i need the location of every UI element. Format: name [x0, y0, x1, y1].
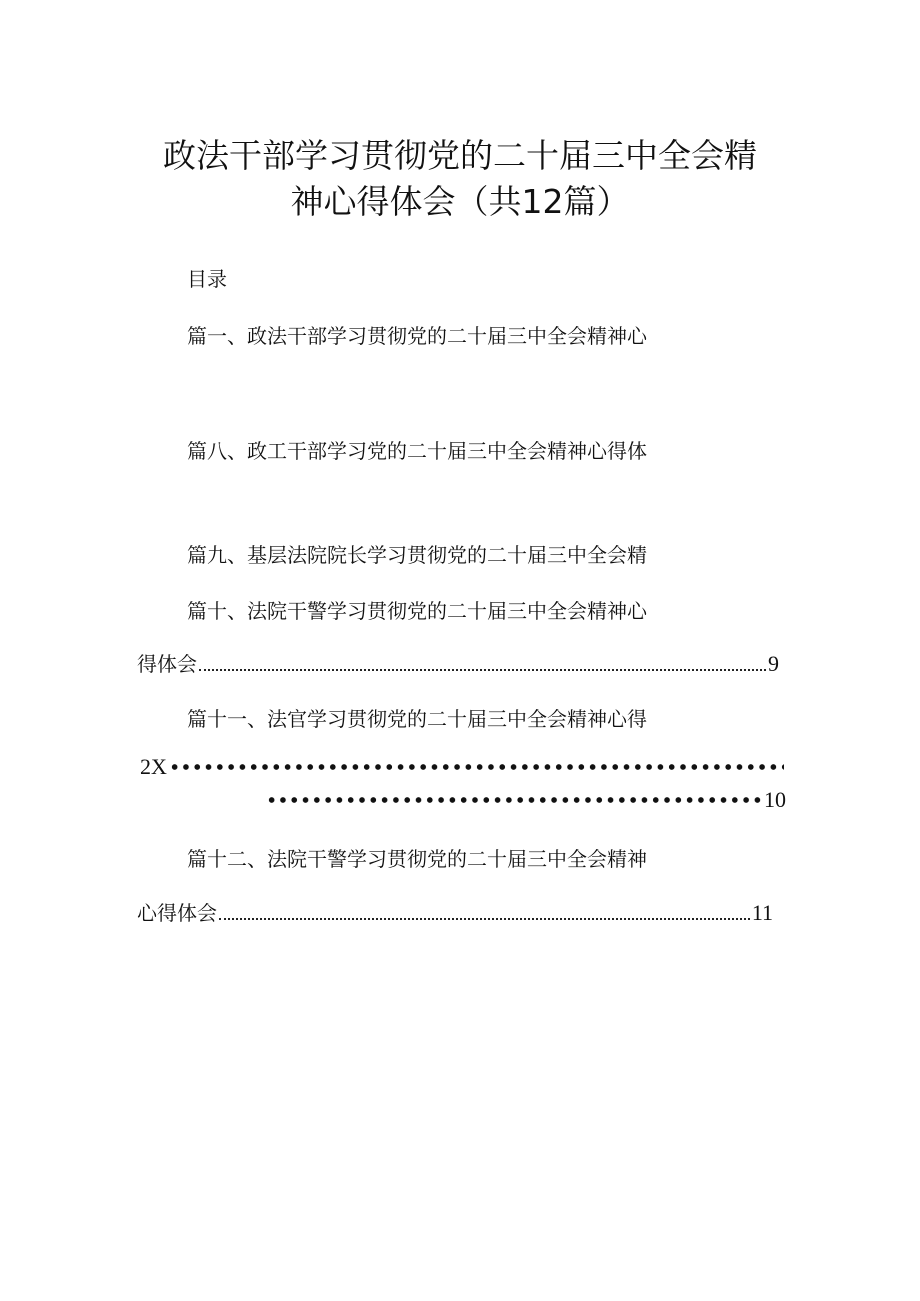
- toc-entry-1[interactable]: 篇一、政法干部学习贯彻党的二十届三中全会精神心: [187, 324, 647, 348]
- toc-entry-8[interactable]: 篇八、政工干部学习党的二十届三中全会精神心得体: [187, 439, 647, 463]
- toc-entry-11-continuation: 2X: [140, 754, 167, 779]
- toc-label: 目录: [187, 267, 227, 291]
- toc-entry-11-leader-row-1[interactable]: [140, 754, 784, 780]
- document-title-line-1: 政法干部学习贯彻党的二十届三中全会精: [163, 136, 757, 175]
- toc-entry-9[interactable]: 篇九、基层法院院长学习贯彻党的二十届三中全会精: [187, 543, 647, 567]
- toc-entry-11-leader-row-2[interactable]: [266, 787, 786, 813]
- dot-leader: [219, 916, 750, 920]
- toc-entry-10-continuation: 得体会: [137, 652, 197, 676]
- toc-entry-10-page: 9: [768, 651, 779, 676]
- dot-leader: [266, 797, 762, 803]
- toc-entry-11[interactable]: 篇十一、法官学习贯彻党的二十届三中全会精神心得: [187, 707, 647, 731]
- toc-entry-10-leader[interactable]: [137, 651, 779, 677]
- dot-leader: [169, 764, 784, 770]
- dot-leader: [199, 667, 766, 671]
- toc-entry-11-page: 10: [764, 787, 786, 812]
- toc-entry-12-leader[interactable]: [137, 900, 773, 926]
- toc-entry-10[interactable]: 篇十、法院干警学习贯彻党的二十届三中全会精神心: [187, 599, 647, 623]
- toc-entry-12-continuation: 心得体会: [137, 901, 217, 925]
- toc-entry-12-page: 11: [751, 900, 773, 925]
- document-title-line-2: 神心得体会（共12篇）: [290, 182, 630, 221]
- toc-entry-12[interactable]: 篇十二、法院干警学习贯彻党的二十届三中全会精神: [187, 847, 647, 871]
